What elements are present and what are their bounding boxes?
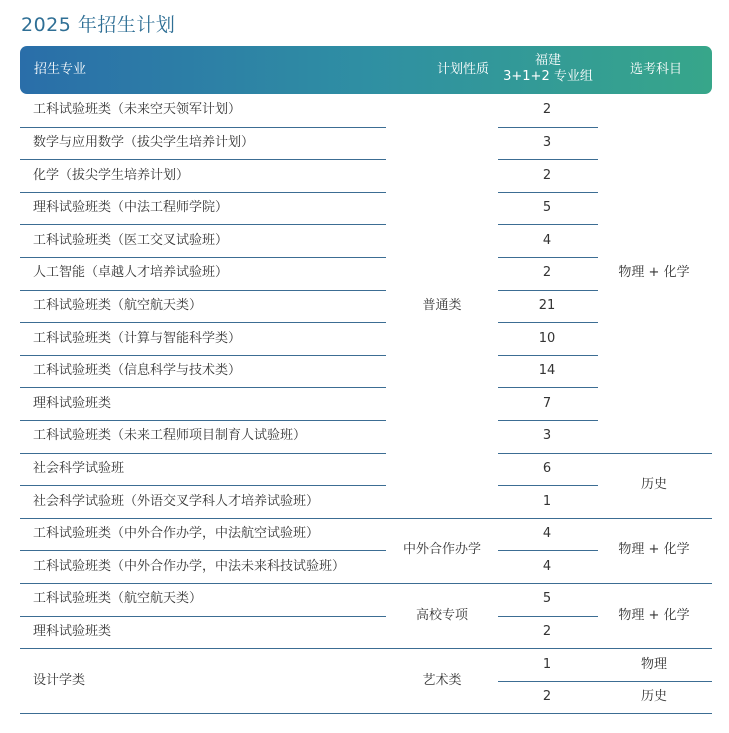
major-name: 工科试验班类（中外合作办学，中法航空试验班） <box>33 526 320 541</box>
row-divider <box>498 518 598 519</box>
required-subjects: 历史 <box>640 477 667 492</box>
fujian-count: 2 <box>542 102 552 117</box>
major-name: 社会科学试验班（外语交叉学科人才培养试验班） <box>33 494 320 509</box>
row-divider <box>20 550 386 551</box>
required-subjects: 历史 <box>640 689 667 704</box>
row-divider <box>20 192 386 193</box>
major-name: 工科试验班类（医工交叉试验班） <box>33 233 229 248</box>
required-subjects: 物理 + 化学 <box>618 608 690 623</box>
fujian-count: 3 <box>542 135 552 150</box>
table-header <box>20 46 712 94</box>
fujian-count: 3 <box>542 428 552 443</box>
required-subjects: 物理 + 化学 <box>618 265 690 280</box>
row-divider <box>598 583 712 584</box>
required-subjects: 物理 + 化学 <box>618 542 690 557</box>
plan-type: 高校专项 <box>415 608 468 623</box>
row-divider <box>598 518 712 519</box>
row-divider <box>498 387 598 388</box>
header-plan-type: 计划性质 <box>436 62 489 77</box>
row-divider <box>498 322 598 323</box>
major-name: 工科试验班类（计算与智能科学类） <box>33 331 242 346</box>
row-divider <box>20 485 386 486</box>
fujian-count: 5 <box>542 200 552 215</box>
fujian-count: 10 <box>538 331 556 346</box>
major-name: 理科试验班类 <box>33 624 112 639</box>
row-divider <box>20 453 386 454</box>
fujian-count: 1 <box>542 657 552 672</box>
header-fujian-line2: 3+1+2 专业组 <box>503 69 593 84</box>
row-divider <box>498 355 598 356</box>
row-divider <box>20 355 386 356</box>
row-divider <box>498 583 598 584</box>
fujian-count: 2 <box>542 168 552 183</box>
row-divider <box>386 583 498 584</box>
major-name: 理科试验班类 <box>33 396 112 411</box>
row-divider <box>20 648 386 649</box>
row-divider <box>20 583 386 584</box>
row-divider <box>598 713 712 714</box>
header-fujian-line1: 福建 <box>534 53 561 68</box>
major-name: 工科试验班类（中外合作办学，中法未来科技试验班） <box>33 559 346 574</box>
fujian-count: 4 <box>542 559 552 574</box>
row-divider <box>598 648 712 649</box>
row-divider <box>598 681 712 682</box>
fujian-count: 2 <box>542 624 552 639</box>
row-divider <box>20 322 386 323</box>
fujian-count: 1 <box>542 494 552 509</box>
row-divider <box>498 681 598 682</box>
fujian-count: 14 <box>538 363 556 378</box>
row-divider <box>20 387 386 388</box>
row-divider <box>20 518 386 519</box>
fujian-count: 7 <box>542 396 552 411</box>
major-name: 社会科学试验班 <box>33 461 125 476</box>
header-fujian <box>498 53 598 85</box>
fujian-count: 4 <box>542 526 552 541</box>
plan-type: 中外合作办学 <box>402 542 481 557</box>
fujian-count: 2 <box>542 689 552 704</box>
fujian-count: 21 <box>538 298 556 313</box>
row-divider <box>20 290 386 291</box>
row-divider <box>498 127 598 128</box>
row-divider <box>498 648 598 649</box>
row-divider <box>498 550 598 551</box>
header-major: 招生专业 <box>34 62 87 77</box>
major-name: 理科试验班类（中法工程师学院） <box>33 200 229 215</box>
plan-type: 艺术类 <box>422 673 462 688</box>
major-name: 设计学类 <box>33 673 86 688</box>
row-divider <box>20 224 386 225</box>
row-divider <box>386 518 498 519</box>
row-divider <box>20 127 386 128</box>
row-divider <box>20 159 386 160</box>
fujian-count: 2 <box>542 265 552 280</box>
row-divider <box>498 485 598 486</box>
plan-type: 普通类 <box>422 298 462 313</box>
row-divider <box>498 224 598 225</box>
fujian-count: 6 <box>542 461 552 476</box>
page-title: 2025 年招生计划 <box>21 14 176 36</box>
row-divider <box>20 713 386 714</box>
major-name: 工科试验班类（航空航天类） <box>33 591 203 606</box>
row-divider <box>498 616 598 617</box>
major-name: 化学（拔尖学生培养计划） <box>33 168 190 183</box>
row-divider <box>20 616 386 617</box>
row-divider <box>498 159 598 160</box>
major-name: 人工智能（卓越人才培养试验班） <box>33 265 229 280</box>
major-name: 工科试验班类（航空航天类） <box>33 298 203 313</box>
fujian-count: 5 <box>542 591 552 606</box>
major-name: 工科试验班类（信息科学与技术类） <box>33 363 242 378</box>
row-divider <box>20 257 386 258</box>
header-subjects: 选考科目 <box>629 62 682 77</box>
row-divider <box>498 192 598 193</box>
row-divider <box>20 420 386 421</box>
row-divider <box>498 420 598 421</box>
row-divider <box>498 453 598 454</box>
row-divider <box>598 453 712 454</box>
row-divider <box>498 713 598 714</box>
required-subjects: 物理 <box>640 657 667 672</box>
major-name: 工科试验班类（未来工程师项目制育人试验班） <box>33 428 307 443</box>
row-divider <box>386 713 498 714</box>
row-divider <box>498 257 598 258</box>
major-name: 数学与应用数学（拔尖学生培养计划） <box>33 135 255 150</box>
major-name: 工科试验班类（未来空天领军计划） <box>33 102 242 117</box>
row-divider <box>386 648 498 649</box>
fujian-count: 4 <box>542 233 552 248</box>
row-divider <box>498 290 598 291</box>
